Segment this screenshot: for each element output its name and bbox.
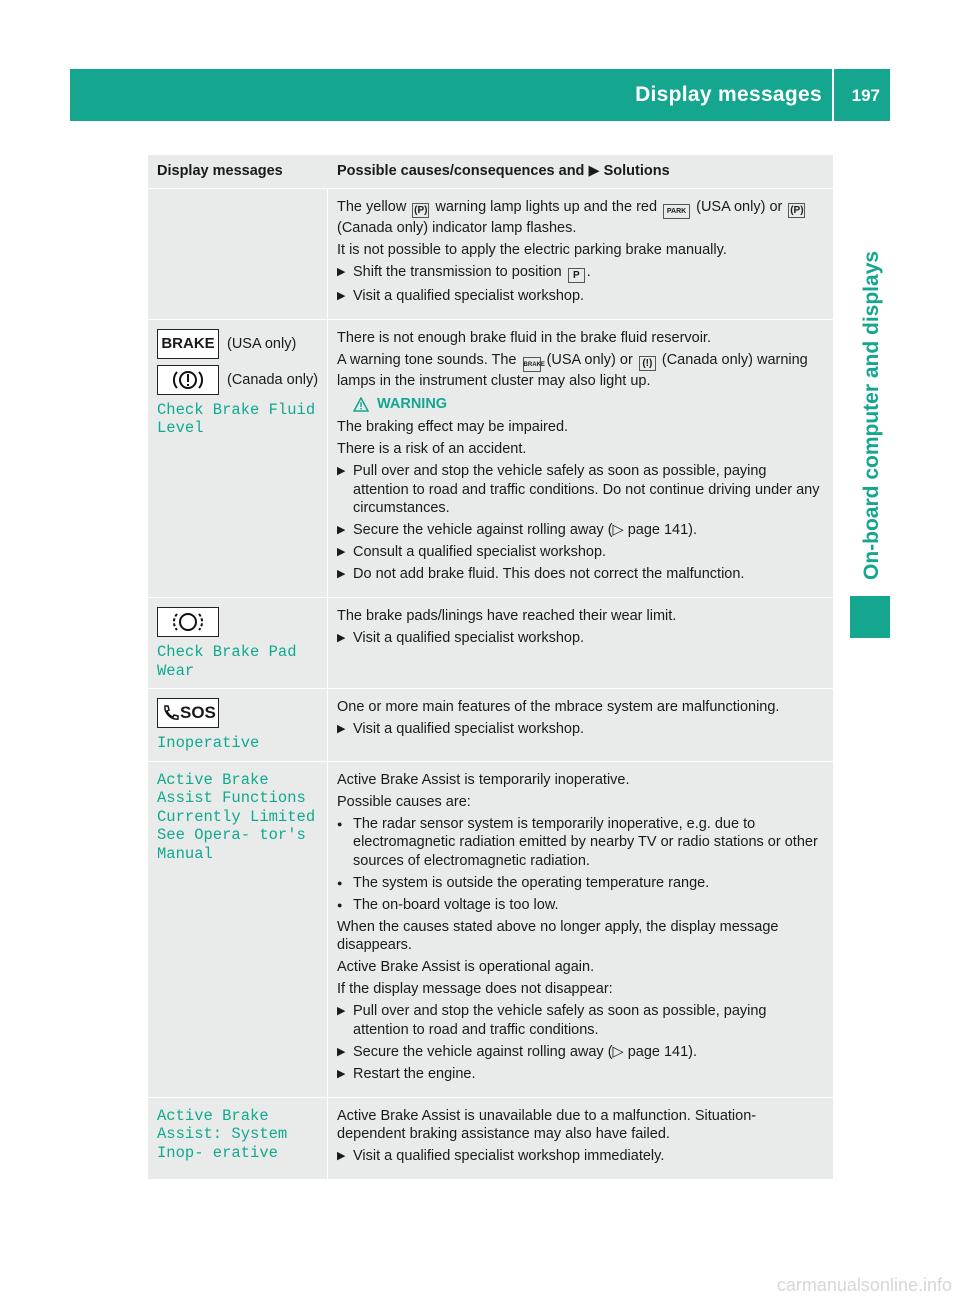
step-item: ▶ Pull over and stop the vehicle safely as soon as possible, paying attention to road and traffic conditions.: [337, 1003, 767, 1038]
table-row: [148, 689, 833, 762]
page-number: 197: [851, 86, 880, 105]
step-item: ▶ Visit a qualified specialist workshop immediately.: [337, 1148, 665, 1164]
step-marker-icon: ▶: [337, 465, 346, 477]
table-row: [148, 598, 833, 689]
table-row: [148, 1098, 833, 1181]
paragraph: There is a risk of an accident.: [337, 441, 527, 457]
step-item: ▶ Visit a qualified specialist workshop.: [337, 287, 585, 304]
paragraph: When the causes stated above no longer apply, the display message disappears.: [337, 918, 779, 953]
step-item: ▶ Shift the transmission to position P .: [337, 264, 591, 281]
bullet-item: ● The system is outside the operating temperature range.: [337, 874, 710, 891]
header-bar: [70, 69, 890, 121]
solution-cell: [328, 320, 824, 598]
paragraph: The brake pads/linings have reached their wear limit.: [337, 608, 677, 624]
display-messages-table: [148, 155, 833, 1180]
paragraph: There is not enough brake fluid in the brake fluid reservoir.: [337, 329, 711, 346]
solution-cell: [328, 1098, 824, 1180]
display-message-text: Check Brake Fluid Level: [157, 400, 316, 437]
paragraph: Active Brake Assist is unavailable due to a malfunction. Situation-dependent braking assistance may also have failed.: [337, 1107, 757, 1142]
step-marker-icon: ▶: [337, 632, 346, 644]
display-message-text: Inoperative: [157, 734, 260, 752]
step-item: ▶ Do not add brake fluid. This does not correct the malfunction.: [337, 566, 745, 582]
table-header: [148, 155, 833, 189]
step-item: ▶ Secure the vehicle against rolling away (▷ page 141).: [337, 1043, 698, 1060]
paragraph: Possible causes are:: [337, 793, 471, 810]
display-message-text: Check Brake Pad Wear: [157, 643, 297, 680]
message-cell: [148, 1098, 328, 1180]
paragraph: A warning tone sounds. The BRAKE (USA only) or (!) (Canada only) warning lamps in the instrument cluster may also light up.: [337, 351, 808, 389]
bullet-icon: ●: [337, 818, 343, 829]
solution-cell: [328, 598, 824, 688]
header-divider: [832, 69, 834, 121]
brake-pad-wear-icon: [157, 607, 219, 637]
sos-phone-icon: SOS: [157, 698, 219, 728]
solution-cell: [328, 189, 824, 319]
page-title: Display messages: [635, 83, 822, 106]
step-item: ▶ Visit a qualified specialist workshop.: [337, 721, 585, 737]
message-cell: [148, 689, 328, 761]
paragraph: If the display message does not disappear:: [337, 981, 613, 997]
brake-warning-icon: BRAKE: [157, 329, 219, 359]
warning-triangle-icon: [353, 397, 369, 412]
message-cell: [148, 189, 328, 319]
column-header-messages: Display messages: [157, 163, 283, 179]
solution-cell: [328, 762, 824, 1097]
brake-circle-inline-icon: (!): [639, 356, 656, 371]
solution-cell: [328, 689, 824, 761]
step-item: ▶ Visit a qualified specialist workshop.: [337, 630, 585, 646]
message-cell: [148, 598, 328, 688]
bullet-icon: ●: [337, 877, 343, 888]
paragraph: Active Brake Assist is operational again.: [337, 959, 595, 975]
step-marker-icon: ▶: [337, 546, 346, 558]
step-item: ▶ Pull over and stop the vehicle safely as soon as possible, paying attention to road and traffic conditions. Do not continue driving under any circumstances.: [337, 463, 820, 516]
step-marker-icon: ▶: [337, 289, 346, 302]
table-row: [148, 762, 833, 1098]
table-row: [148, 189, 833, 320]
step-marker-icon: ▶: [337, 568, 346, 580]
parking-brake-warning-icon: (P): [414, 205, 428, 216]
paragraph: It is not possible to apply the electric parking brake manually.: [337, 242, 727, 258]
brake-inline-icon: BRAKE: [523, 357, 541, 372]
paragraph: Active Brake Assist is temporarily inoperative.: [337, 771, 630, 788]
step-marker-icon: ▶: [337, 1005, 346, 1017]
paragraph: The yellow (P) warning lamp lights up and the red PARK (USA only) or (P) (Canada only) indicator lamp flashes.: [337, 199, 804, 236]
paragraph: The braking effect may be impaired.: [337, 419, 569, 435]
warning-heading: WARNING: [353, 396, 824, 412]
parking-brake-indicator-icon: (P): [790, 205, 804, 216]
bullet-item: ● The on-board voltage is too low.: [337, 896, 559, 913]
message-cell: [148, 762, 328, 1097]
step-marker-icon: ▶: [337, 1067, 346, 1080]
message-cell: BRAKE (USA only) (Canada only) Check Brake Fluid Level: [148, 320, 328, 598]
step-item: ▶ Consult a qualified specialist workshop.: [337, 544, 607, 560]
step-marker-icon: ▶: [337, 266, 346, 278]
step-item: ▶ Secure the vehicle against rolling away (▷ page 141).: [337, 522, 698, 538]
step-marker-icon: ▶: [337, 524, 346, 536]
display-message-text: Active Brake Assist Functions Currently Limited See Opera‑ tor's Manual: [157, 770, 316, 863]
bullet-icon: ●: [337, 899, 343, 910]
section-tab-label: On-board computer and displays: [860, 250, 883, 580]
step-marker-icon: ▶: [337, 723, 346, 735]
bullet-item: ● The radar sensor system is temporarily inoperative, e.g. due to electromagnetic radiation emitted by nearby TV or radio stations or other sources of electromagnetic radiation.: [337, 815, 818, 869]
display-message-text: Active Brake Assist: System Inop‑ erative: [157, 1106, 288, 1162]
step-marker-icon: ▶: [337, 1150, 346, 1162]
gear-p-icon: P: [568, 268, 585, 283]
paragraph: One or more main features of the mbrace system are malfunctioning.: [337, 699, 780, 715]
column-header-solutions: Possible causes/consequences and ▶ Solutions: [337, 163, 670, 179]
watermark[interactable]: carmanualsonline.info: [776, 1275, 952, 1295]
step-item: ▶ Restart the engine.: [337, 1065, 476, 1082]
table-row: [148, 320, 833, 599]
section-tab-marker: [850, 596, 890, 638]
park-indicator-icon: PARK: [663, 204, 690, 219]
step-marker-icon: ▶: [337, 1045, 346, 1058]
brake-circle-warning-icon: [157, 365, 219, 395]
